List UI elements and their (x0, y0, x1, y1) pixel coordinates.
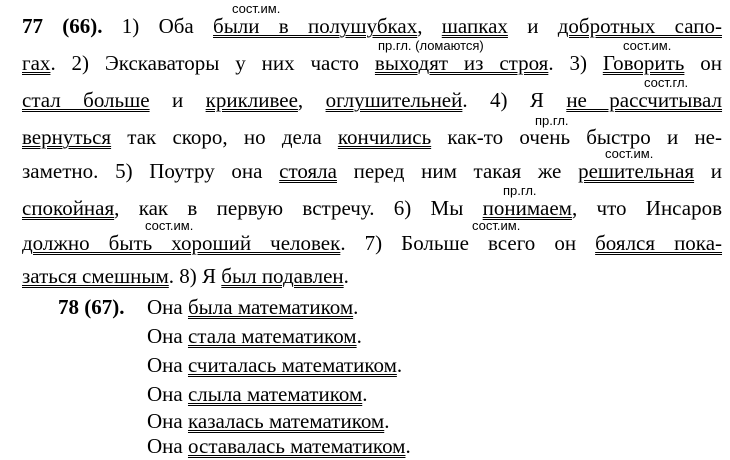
ex78-item: Она казалась математиком. (147, 409, 390, 433)
annotation-simple-verbal: пр.гл. (503, 183, 537, 198)
subject: Она (147, 353, 188, 377)
annotation-compound-nominal: сост.им. (472, 218, 521, 233)
subject: Она (147, 409, 188, 433)
annotation-compound-nominal: сост.им. (623, 38, 672, 53)
predicate: добротных сапо- (557, 14, 722, 38)
annotation-simple-verbal: пр.гл. (535, 113, 569, 128)
predicate: гах (22, 51, 51, 75)
predicate: не рассчитывал (566, 88, 723, 112)
ex77-line-1: 77 (66). 1) Оба были в полушубках, шапках и добротных сапо- (22, 14, 722, 38)
predicate: казалась математиком (187, 409, 385, 433)
annotation-compound-nominal: сост.им. (145, 218, 194, 233)
predicate: кончились (337, 125, 432, 149)
predicate: были в полушубках (213, 14, 418, 38)
predicate: боялся пока- (595, 231, 723, 255)
annotation-compound-verbal: сост.гл. (644, 75, 689, 90)
predicate: был подавлен (221, 264, 344, 288)
exercise-number: 77 (66). (22, 14, 103, 38)
predicate: понимаем (482, 196, 572, 220)
predicate: выходят из строя (374, 51, 549, 75)
ex77-line-8: заться смешным. 8) Я был подавлен. (22, 264, 349, 288)
predicate: оставалась математиком (187, 434, 406, 458)
subject: Она (147, 382, 188, 406)
predicate: слыла математиком (187, 382, 363, 406)
predicate: крикливее (205, 88, 298, 112)
predicate: оглушительней (325, 88, 463, 112)
ex78-item: Она считалась математиком. (147, 353, 403, 377)
predicate: стала математиком (187, 324, 357, 348)
ex77-line-5: заметно. 5) Поутру она стояла перед ним такая же решительная и (22, 159, 722, 183)
annotation-compound-nominal: сост.им. (605, 146, 654, 161)
predicate: спокойная (22, 196, 115, 220)
predicate: вернуться (22, 125, 112, 149)
subject: Она (147, 295, 188, 319)
ex77-line-6: спокойная, как в первую встречу. 6) Мы понимаем, что Инсаров (22, 196, 722, 220)
ex77-line-2: гах. 2) Экскаваторы у них часто выходят из строя. 3) Говорить он (22, 51, 722, 75)
predicate: была математиком (187, 295, 354, 319)
predicate: шапках (441, 14, 508, 38)
annotation-compound-nominal: сост.им. (232, 1, 281, 16)
ex78-item: Она стала математиком. (147, 324, 362, 348)
ex77-line-7: должно быть хороший человек. 7) Больше всего он боялся пока- (22, 231, 723, 255)
subject: Она (147, 324, 188, 348)
annotation-simple-verbal: пр.гл. (ломаются) (378, 38, 484, 53)
predicate: должно быть хороший человек (22, 231, 341, 255)
ex78-number-line (58, 294, 148, 320)
subject: Она (147, 434, 188, 458)
ex78-item: Она слыла математиком. (147, 382, 368, 406)
predicate: Говорить (602, 51, 685, 75)
ex78-item: Она оставалась математиком. (147, 434, 411, 458)
ex77-line-4: вернуться так скоро, но дела кончились как-то очень быстро и не- (22, 125, 722, 149)
predicate: стал больше (22, 88, 150, 112)
ex78-item: Она была математиком. (147, 295, 359, 319)
exercise-number: 78 (67). (58, 295, 125, 319)
predicate: стояла (279, 159, 337, 183)
predicate: заться смешным (22, 264, 169, 288)
ex77-line-3: стал больше и крикливее, оглушительней. 4) Я не рассчитывал (22, 88, 723, 112)
predicate: решительная (578, 159, 695, 183)
predicate: считалась математиком (187, 353, 397, 377)
